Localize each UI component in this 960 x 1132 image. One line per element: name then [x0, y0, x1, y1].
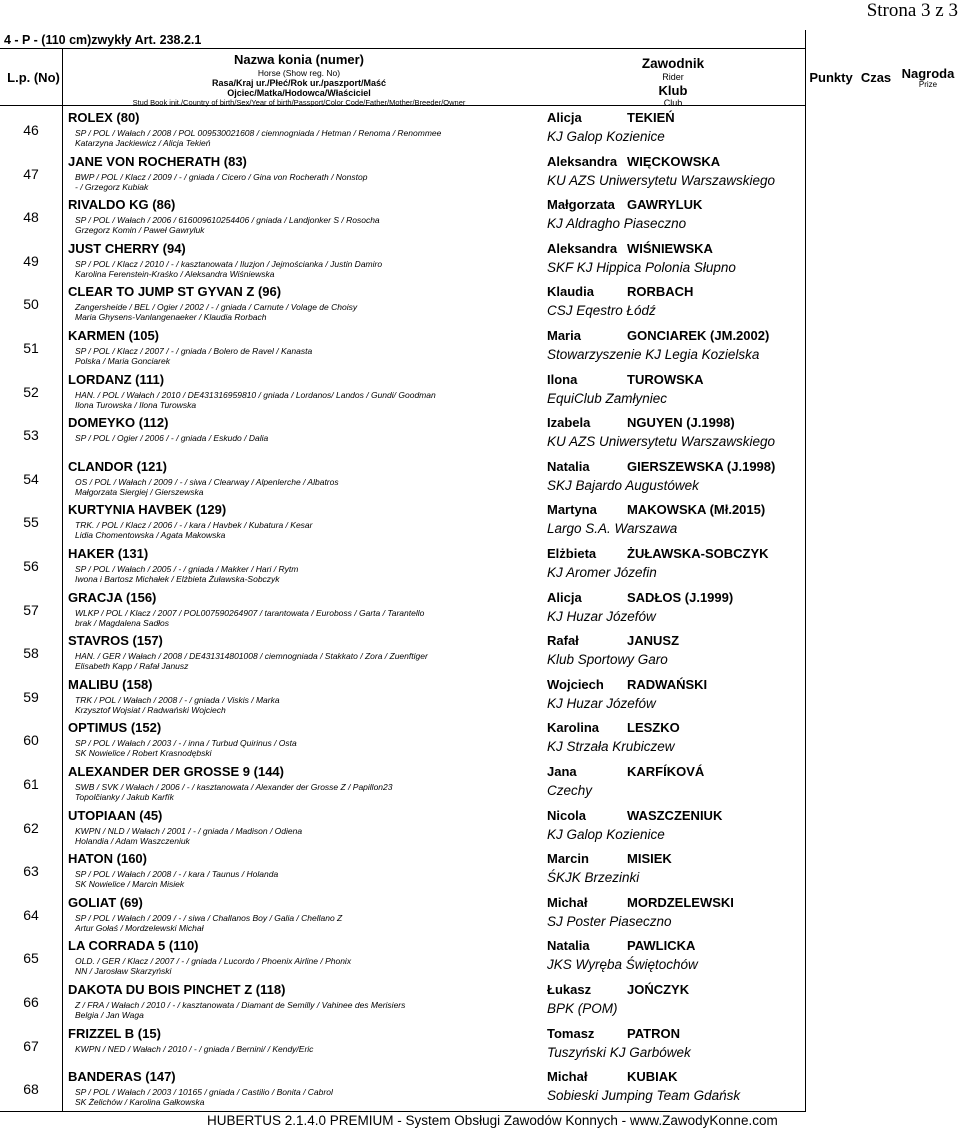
horse-name: LA CORRADA 5 (110) [68, 938, 199, 954]
horse-details: TRK. / POL / Klacz / 2006 / - / kara / Havbek / Kubatura / Kesar Lidia Chomentowska / Agata Makowska [75, 520, 313, 541]
table-row [0, 154, 960, 198]
rider-last-name: KARFÍKOVÁ [627, 764, 705, 779]
entry-number: 50 [23, 296, 39, 313]
rider-last-name: WIĘCKOWSKA [627, 153, 721, 169]
header-club-en: Club [663, 97, 683, 108]
horse-details: SP / POL / Wałach / 2003 / - / inna / Turbud Quirinus / Osta SK Nowielice / Robert Krasnodębski [75, 738, 297, 759]
page-number: Strona 3 z 3 [866, 0, 958, 21]
horse-name: DOMEYKO (112) [68, 415, 169, 431]
horse-name: JANE VON ROCHERATH (83) [68, 153, 247, 169]
rider-first-name: Natalia [547, 458, 590, 474]
club-name: Klub Sportowy Garo [547, 652, 668, 668]
rider-last-name: TEKIEŃ [627, 110, 675, 125]
rider-last-name: NGUYEN (J.1998) [627, 415, 735, 431]
horse-details: WLKP / POL / Klacz / 2007 / POL007590264907 / tarantowata / Euroboss / Garta / Tarantello brak / Magdalena Sadłos [75, 607, 425, 628]
entry-number: 49 [23, 252, 39, 269]
horse-details: HAN. / GER / Wałach / 2008 / DE431314801008 / ciemnogniada / Stakkato / Zora / Zuenftiger Elisabeth Kapp / Rafał Janusz [75, 651, 428, 672]
rider-first-name: Elżbieta [547, 546, 597, 561]
entry-number: 64 [23, 906, 39, 923]
rider-first-name: Łukasz [547, 982, 592, 997]
horse-name: OPTIMUS (152) [68, 720, 162, 736]
rider-first-name: Izabela [547, 415, 591, 431]
rider-first-name: Michał [547, 894, 588, 910]
table-row [0, 895, 960, 939]
table-row [0, 851, 960, 895]
entry-number: 62 [23, 819, 39, 836]
class-title: 4 - P - (110 cm)zwykły Art. 238.2.1 [4, 33, 202, 47]
horse-details: SP / POL / Ogier / 2006 / - / gniada / Eskudo / Dalia [75, 433, 269, 444]
header-rider-en: Rider [662, 71, 684, 82]
club-name: SKF KJ Hippica Polonia Słupno [547, 259, 736, 275]
table-row [0, 764, 960, 808]
rider-first-name: Klaudia [547, 284, 594, 300]
entry-number: 58 [23, 645, 39, 662]
rider-last-name: RORBACH [627, 284, 694, 300]
rider-first-name: Małgorzata [547, 197, 615, 213]
rider-first-name: Maria [547, 328, 581, 343]
entry-number: 54 [23, 470, 39, 487]
header-rider-title: Zawodnik [641, 56, 705, 71]
header-nagroda [896, 67, 960, 89]
rider-first-name: Alicja [547, 110, 582, 125]
horse-details: SP / POL / Wałach / 2006 / 616009610254406 / gniada / Landjonker S / Rosocha Grzegorz Komin / Paweł Gawryluk [75, 215, 380, 236]
table-row [0, 110, 960, 154]
entry-number: 68 [23, 1081, 39, 1098]
horse-name: JUST CHERRY (94) [68, 240, 186, 256]
table-row [0, 677, 960, 721]
rider-first-name: Martyna [547, 502, 597, 518]
rider-last-name: ŻUŁAWSKA-SOBCZYK [627, 546, 769, 561]
club-name: JKS Wyręba Świętochów [547, 957, 698, 973]
header-horse-line3: Ojciec/Matka/Hodowca/Właściciel [227, 87, 371, 98]
rider-last-name: MORDZELEWSKI [627, 894, 734, 910]
header-horse-line2: Rasa/Kraj ur./Płeć/Rok ur./paszport/Maść [211, 77, 387, 88]
header-top-rule [0, 48, 806, 49]
horse-name: FRIZZEL B (15) [68, 1025, 161, 1041]
rider-first-name: Aleksandra [547, 153, 618, 169]
rider-last-name: JOŃCZYK [627, 982, 690, 997]
table-row [0, 982, 960, 1026]
rider-last-name: MISIEK [627, 851, 672, 867]
horse-name: LORDANZ (111) [68, 371, 165, 387]
horse-details: Zangersheide / BEL / Ogier / 2002 / - / gniada / Carnute / Volage de Choisy Maria Ghysens-Vanlangenaeker / Klaudia Rorbach [75, 302, 358, 323]
rider-first-name: Michał [547, 1069, 588, 1085]
table-row [0, 1069, 960, 1113]
club-name: KJ Aromer Józefin [547, 565, 657, 580]
table-row [0, 633, 960, 677]
table-row [0, 720, 960, 764]
entry-number: 60 [23, 732, 39, 749]
horse-details: SP / POL / Klacz / 2010 / - / kasztanowata / Iluzjon / Jejmościanka / Justin Damiro Karolina Ferenstein-Kraśko / Aleksandra Wiśniewska [75, 258, 383, 279]
header-horse-title: Nazwa konia (numer) [233, 52, 365, 67]
entry-number: 55 [23, 514, 39, 531]
entry-number: 65 [23, 950, 39, 967]
rider-last-name: LESZKO [627, 720, 680, 736]
entry-number: 47 [23, 165, 39, 182]
club-name: Tuszyński KJ Garbówek [547, 1044, 691, 1060]
club-name: EquiClub Zamłyniec [547, 390, 668, 406]
entry-number: 53 [23, 427, 39, 444]
horse-name: ALEXANDER DER GROSSE 9 (144) [68, 764, 284, 779]
rider-last-name: MAKOWSKA (Mł.2015) [627, 502, 766, 518]
table-row [0, 546, 960, 590]
club-name: KJ Galop Kozienice [547, 826, 665, 842]
header-horse [62, 53, 536, 106]
header-horse-line4: Stud Book init./Country of birth/Sex/Year of birth/Passport/Color Code/Father/Mother/Breeder/Owner [132, 97, 466, 107]
horse-details: SP / POL / Wałach / 2008 / - / kara / Taunus / Holanda SK Nowielice / Marcin Misiek [75, 869, 279, 890]
club-name: Czechy [547, 783, 593, 798]
header-nagroda-label: Nagroda [901, 66, 955, 81]
rider-first-name: Marcin [547, 851, 589, 867]
entry-number: 61 [23, 776, 39, 792]
club-name: KJ Huzar Józefów [547, 608, 656, 624]
rider-last-name: RADWAŃSKI [627, 676, 708, 692]
header-lp: L.p. (No) [7, 70, 60, 85]
entry-number: 67 [23, 1037, 39, 1054]
table-row [0, 284, 960, 328]
header-horse-show-reg: Horse (Show reg. No) [257, 68, 341, 78]
horse-name: UTOPIAAN (45) [68, 807, 163, 823]
header-prize-label: Prize [918, 80, 938, 89]
rider-first-name: Aleksandra [547, 240, 618, 256]
rider-last-name: WIŚNIEWSKA [627, 240, 713, 256]
table-row [0, 328, 960, 372]
club-name: SKJ Bajardo Augustówek [547, 477, 699, 493]
table-row [0, 372, 960, 416]
horse-name: CLANDOR (121) [68, 458, 167, 474]
rider-first-name: Natalia [547, 938, 590, 954]
entry-number: 57 [23, 601, 39, 618]
horse-details: BWP / POL / Klacz / 2009 / - / gniada / Cicero / Gina von Rocherath / Nonstop - / Grzegorz Kubiak [75, 171, 368, 192]
rider-first-name: Wojciech [547, 676, 604, 692]
horse-name: CLEAR TO JUMP ST GYVAN Z (96) [68, 284, 282, 300]
club-name: KJ Aldragho Piaseczno [547, 216, 687, 232]
footer: HUBERTUS 2.1.4.0 PREMIUM - System Obsługi Zawodów Konnych - www.ZawodyKonne.com [207, 1113, 778, 1128]
entry-number: 66 [23, 994, 39, 1010]
club-name: KJ Strzała Krubiczew [547, 739, 675, 755]
horse-name: DAKOTA DU BOIS PINCHET Z (118) [68, 982, 286, 997]
horse-details: SP / POL / Wałach / 2009 / - / siwa / Challanos Boy / Galia / Chellano Z Artur Gołaś / Mordzelewski Michał [75, 912, 343, 933]
table-row [0, 459, 960, 503]
horse-details: SP / POL / Wałach / 2003 / 10165 / gniada / Castilio / Bonita / Cabrol SK Żelichów / Karolina Gałkowska [75, 1087, 333, 1108]
rider-first-name: Tomasz [547, 1025, 595, 1041]
club-name: CSJ Eqestro Łódź [547, 303, 656, 319]
header-punkty: Punkty [809, 70, 853, 85]
rider-last-name: KUBIAK [627, 1069, 678, 1085]
club-name: KU AZS Uniwersytetu Warszawskiego [547, 434, 776, 450]
rider-first-name: Nicola [547, 807, 587, 823]
rider-last-name: JANUSZ [627, 633, 680, 649]
table-row [0, 938, 960, 982]
rider-last-name: GONCIAREK (JM.2002) [627, 328, 770, 343]
club-name: KJ Huzar Józefów [547, 695, 656, 711]
table-row [0, 502, 960, 546]
table-row [0, 415, 960, 459]
horse-name: HAKER (131) [68, 546, 149, 561]
horse-details: Z / FRA / Wałach / 2010 / - / kasztanowata / Diamant de Semilly / Vahinee des Merisiers Belgia / Jan Waga [75, 1000, 406, 1020]
horse-details: OS / POL / Wałach / 2009 / - / siwa / Clearway / Alpenlerche / Albatros Małgorzata Siergiej / Gierszewska [75, 476, 339, 497]
rider-last-name: GIERSZEWSKA (J.1998) [627, 458, 776, 474]
horse-name: KURTYNIA HAVBEK (129) [68, 502, 227, 518]
rider-last-name: TUROWSKA [627, 371, 704, 387]
horse-details: SP / POL / Wałach / 2008 / POL 009530021608 / ciemnogniada / Hetman / Renoma / Renommee Katarzyna Jackiewicz / Alicja Tekień [75, 128, 442, 148]
club-name: KU AZS Uniwersytetu Warszawskiego [547, 172, 776, 188]
table-row [0, 590, 960, 634]
rider-first-name: Ilona [547, 371, 578, 387]
header-club-title: Klub [658, 82, 688, 98]
horse-name: KARMEN (105) [68, 328, 160, 343]
entry-number: 63 [23, 863, 39, 880]
horse-details: SP / POL / Klacz / 2007 / - / gniada / Bolero de Ravel / Kanasta Polska / Maria Gonciarek [75, 346, 313, 366]
club-name: Sobieski Jumping Team Gdańsk [547, 1088, 741, 1104]
header-rider [540, 57, 806, 108]
rider-first-name: Alicja [547, 589, 582, 605]
horse-details: TRK / POL / Wałach / 2008 / - / gniada / Viskis / Marka Krzysztof Wojsiat / Radwański Wojciech [75, 694, 280, 715]
club-name: Stowarzyszenie KJ Legia Kozielska [547, 347, 760, 362]
entry-number: 51 [23, 340, 39, 356]
rider-first-name: Rafał [547, 633, 579, 649]
horse-name: MALIBU (158) [68, 676, 153, 692]
horse-name: GOLIAT (69) [68, 894, 143, 910]
header-czas: Czas [860, 70, 892, 85]
horse-name: ROLEX (80) [68, 110, 140, 125]
table-row [0, 197, 960, 241]
entry-number: 56 [23, 558, 39, 574]
entry-number: 52 [23, 383, 39, 400]
horse-name: STAVROS (157) [68, 633, 163, 649]
table-row [0, 241, 960, 285]
club-name: KJ Galop Kozienice [547, 129, 665, 144]
rider-first-name: Jana [547, 764, 577, 779]
table-row [0, 808, 960, 852]
horse-details: SP / POL / Wałach / 2005 / - / gniada / Makker / Hari / Rytm Iwona i Bartosz Michałek / Elżbieta Żuławska-Sobczyk [75, 564, 299, 584]
horse-details: KWPN / NED / Wałach / 2010 / - / gniada / Bernini/ / Kendy/Eric [75, 1043, 314, 1054]
rider-last-name: WASZCZENIUK [627, 807, 723, 823]
horse-details: SWB / SVK / Wałach / 2006 / - / kasztanowata / Alexander der Grosse Z / Papillon23 Topolčianky / Jakub Karfík [75, 782, 393, 802]
horse-name: HATON (160) [68, 851, 147, 867]
club-name: SJ Poster Piaseczno [547, 913, 672, 929]
rider-last-name: PATRON [627, 1025, 680, 1041]
table-row [0, 1026, 960, 1070]
club-name: BPK (POM) [547, 1001, 618, 1016]
entry-number: 48 [23, 209, 39, 226]
rider-first-name: Karolina [547, 720, 600, 736]
entry-number: 59 [23, 688, 39, 705]
club-name: Largo S.A. Warszawa [547, 521, 678, 537]
entry-number: 46 [23, 122, 39, 138]
horse-name: GRACJA (156) [68, 589, 157, 605]
horse-details: HAN. / POL / Wałach / 2010 / DE431316959810 / gniada / Lordanos/ Landos / Gundi/ Goodman Ilona Turowska / Ilona Turowska [75, 389, 436, 410]
horse-name: RIVALDO KG (86) [68, 197, 176, 213]
rider-last-name: GAWRYLUK [627, 197, 703, 213]
horse-details: OLD. / GER / Klacz / 2007 / - / gniada / Lucordo / Phoenix Airline / Phonix NN / Jarosław Skarzyński [75, 956, 352, 977]
horse-details: KWPN / NLD / Wałach / 2001 / - / gniada / Madison / Odiena Holandia / Adam Waszczeniuk [75, 825, 303, 846]
rider-last-name: PAWLICKA [627, 938, 696, 954]
horse-name: BANDERAS (147) [68, 1069, 176, 1085]
rider-last-name: SADŁOS (J.1999) [627, 589, 734, 605]
club-name: ŚKJK Brzezinki [547, 870, 640, 886]
